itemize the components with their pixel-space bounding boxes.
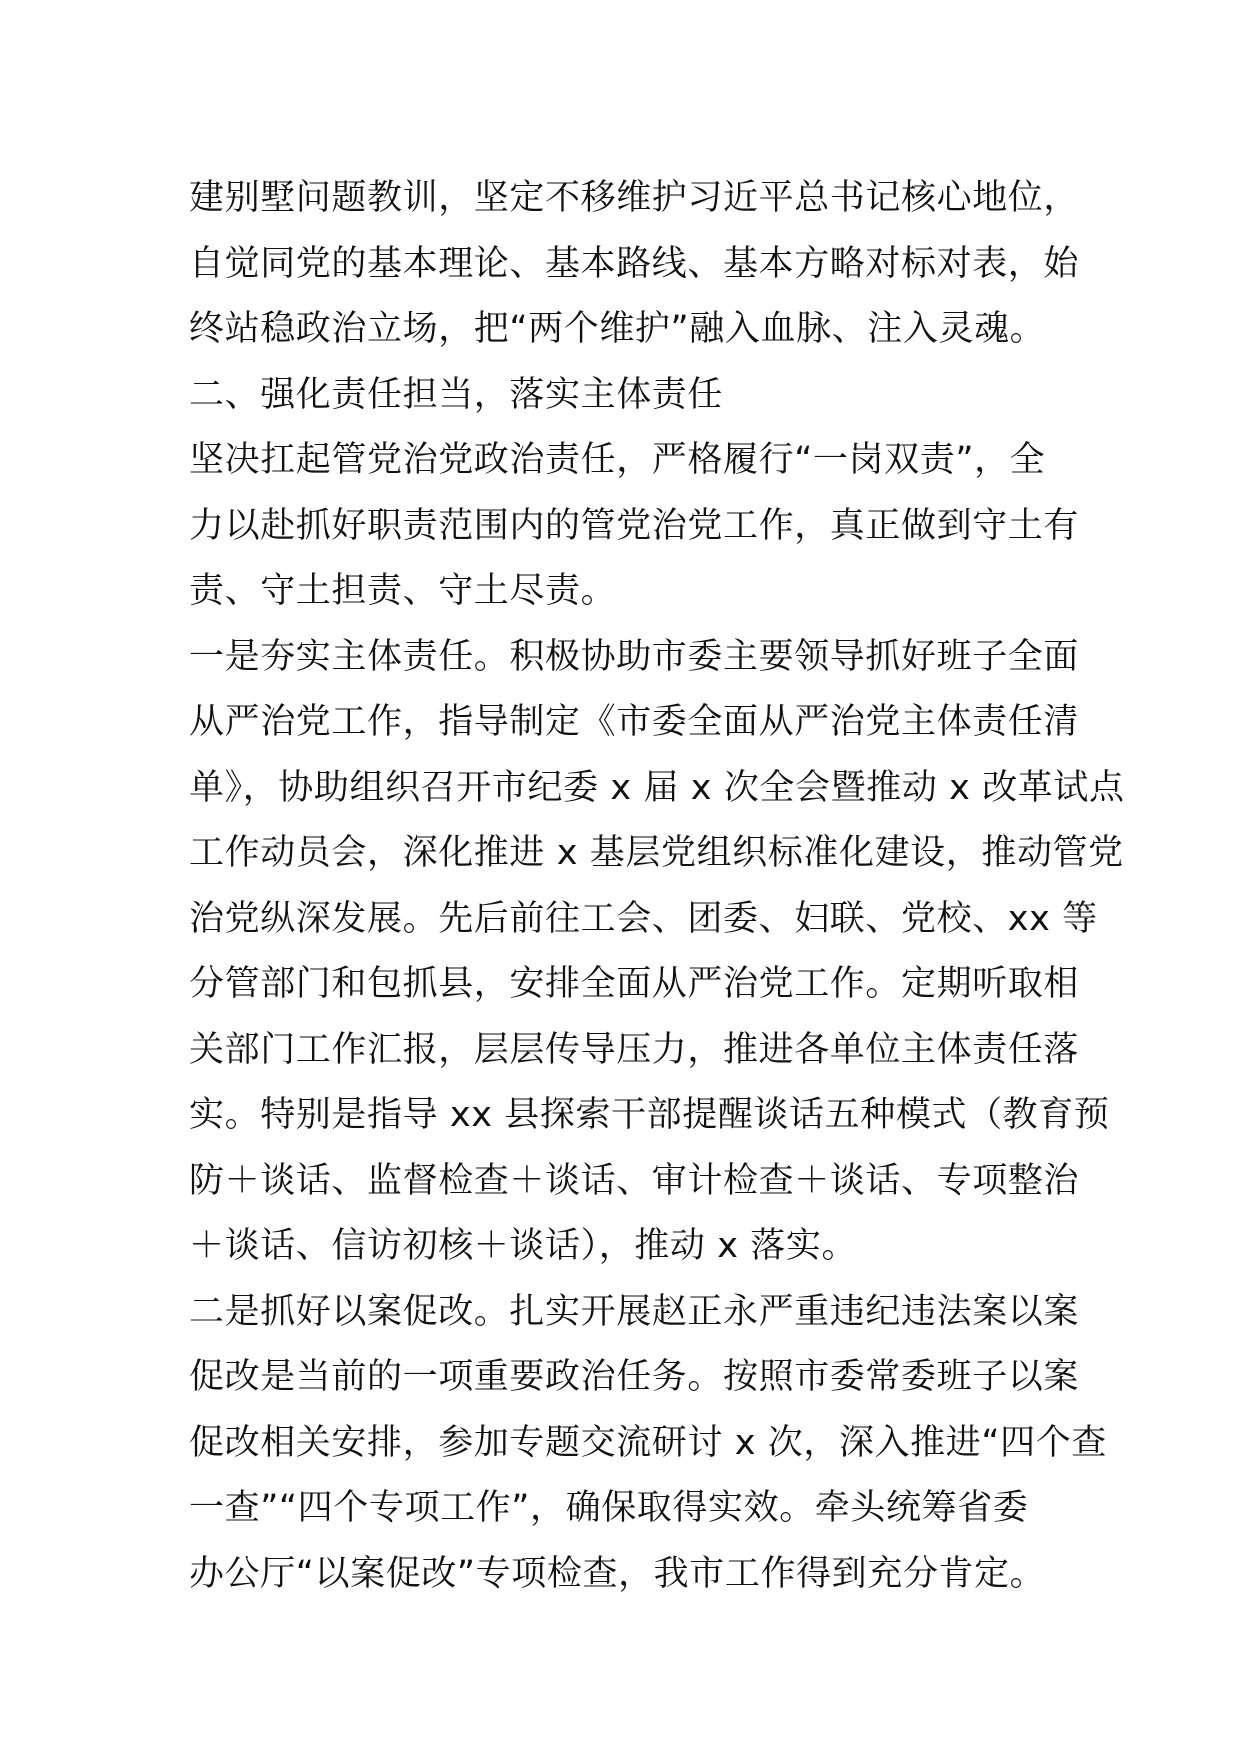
text-line: 促改是当前的一项重要政治任务。按照市委常委班子以案	[189, 1357, 1080, 1397]
text-line: 分管部门和包抓县，安排全面从严治党工作。定期听取相	[189, 964, 1080, 1004]
text-line: 终站稳政治立场，把“两个维护”融入血脉、注入灵魂。	[189, 309, 1046, 349]
text-line: 责、守土担责、守土尽责。	[189, 571, 617, 611]
text-line: 一是夯实主体责任。积极协助市委主要领导抓好班子全面	[189, 636, 1080, 677]
text-line: 建别墅问题教训，坚定不移维护习近平总书记核心地位，	[189, 178, 1080, 218]
document-body	[189, 166, 1125, 1607]
text-line: 关部门工作汇报，层层传导压力，推进各单位主体责任落	[189, 1029, 1080, 1070]
text-line: 实。特别是指导 xx 县探索干部提醒谈话五种模式（教育预	[189, 1095, 1110, 1135]
text-line: 治党纵深发展。先后前往工会、团委、妇联、党校、xx 等	[189, 898, 1098, 939]
text-line: 自觉同党的基本理论、基本路线、基本方略对标对表，始	[189, 243, 1080, 284]
section-heading: 二、强化责任担当，落实主体责任	[189, 374, 724, 415]
text-line: 促改相关安排，参加专题交流研讨 x 次，深入推进“四个查	[189, 1422, 1107, 1463]
text-line: 从严治党工作，指导制定《市委全面从严治党主体责任清	[189, 702, 1080, 742]
text-line: 二是抓好以案促改。扎实开展赵正永严重违纪违法案以案	[189, 1291, 1080, 1332]
text-line: 坚决扛起管党治党政治责任，严格履行“一岗双责”，全	[189, 440, 1046, 480]
text-line: 力以赴抓好职责范围内的管党治党工作，真正做到守土有	[189, 505, 1080, 546]
text-line: 工作动员会，深化推进 x 基层党组织标准化建设，推动管党	[189, 833, 1124, 873]
text-line: 办公厅“以案促改”专项检查，我市工作得到充分肯定。	[189, 1553, 1046, 1594]
text-line: ＋谈话、信访初核＋谈话），推动 x 落实。	[189, 1226, 858, 1266]
text-line: 一查”“四个专项工作”，确保取得实效。牵头统筹省委	[189, 1488, 1029, 1528]
text-line: 单》，协助组织召开市纪委 x 届 x 次全会暨推动 x 改革试点	[189, 767, 1125, 808]
text-line: 防＋谈话、监督检查＋谈话、审计检查＋谈话、专项整治	[189, 1160, 1080, 1201]
